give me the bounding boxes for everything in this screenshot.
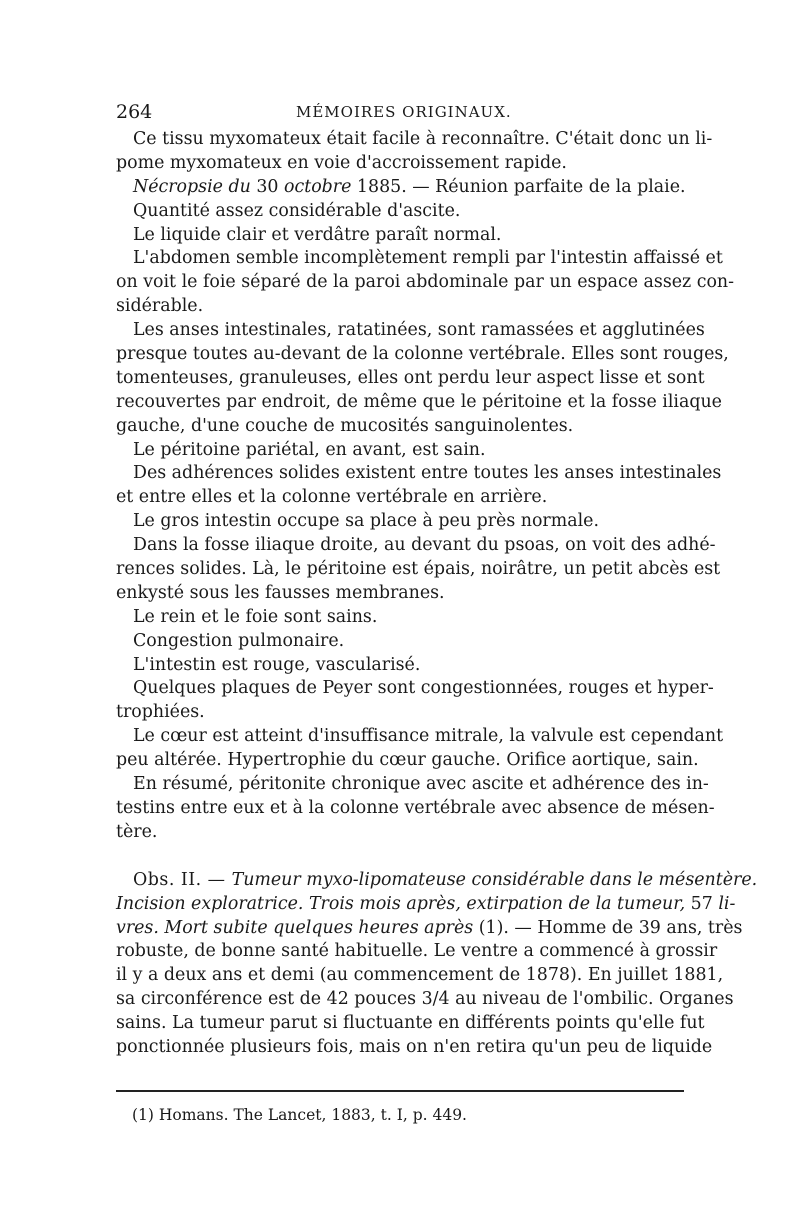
footnote-divider [116, 1090, 684, 1092]
obs-line: sa circonférence est de 42 pouces 3/4 au niveau de l'ombilic. Organes [116, 989, 734, 1010]
necropsy-day: 30 [250, 176, 284, 197]
text-line: Congestion pulmonaire. [133, 630, 345, 651]
text-line: et entre elles et la colonne vertébrale en arrière. [116, 487, 548, 508]
text-line: sidérable. [116, 296, 204, 317]
text-line: pome myxomateux en voie d'accroissement rapide. [116, 152, 567, 173]
text-line: Le gros intestin occupe sa place à peu près normale. [133, 511, 599, 532]
page-number: 264 [116, 101, 153, 123]
text-line: tomenteuses, granuleuses, elles ont perdu leur aspect lisse et sont [116, 367, 705, 388]
text-line: gauche, d'une couche de mucosités sanguinolentes. [116, 415, 574, 436]
obs-intro: (1). — Homme de 39 ans, très [473, 917, 743, 938]
obs-line [116, 869, 758, 893]
necropsy-month: octobre [284, 176, 352, 197]
text-line: testins entre eux et à la colonne vertébrale avec absence de mésen- [116, 797, 715, 818]
obs-title-cont: Incision exploratrice. Trois mois après, extirpation de la tumeur, [116, 893, 686, 914]
text-line: L'intestin est rouge, vascularisé. [133, 654, 421, 675]
text-line: enkysté sous les fausses membranes. [116, 582, 445, 603]
obs-title: Tumeur myxo-lipomateuse considérable dans le mésentère. [231, 869, 758, 890]
text-line: Des adhérences solides existent entre toutes les anses intestinales [133, 463, 722, 484]
body-text [116, 128, 758, 1060]
text-line: presque toutes au-devant de la colonne vertébrale. Elles sont rouges, [116, 344, 729, 365]
obs-title-hyphen: li- [718, 893, 736, 914]
text-line: on voit le foie séparé de la paroi abdominale par un espace assez con- [116, 272, 735, 293]
text-line [116, 176, 690, 200]
text-line: peu altérée. Hypertrophie du cœur gauche. Orifice aortique, sain. [116, 750, 699, 771]
text-line: Le péritoine pariétal, en avant, est sain. [133, 439, 486, 460]
obs-weight: 57 [685, 893, 719, 914]
necropsy-rest: 1885. — Réunion parfaite de la plaie. [351, 176, 686, 197]
text-line: L'abdomen semble incomplètement rempli par l'intestin affaissé et [133, 248, 723, 269]
obs-line [116, 917, 743, 941]
obs-line: il y a deux ans et demi (au commencement de 1878). En juillet 1881, [116, 965, 724, 986]
obs-line: robuste, de bonne santé habituelle. Le ventre a commencé à grossir [116, 941, 718, 962]
text-line: Quelques plaques de Peyer sont congestionnées, rouges et hyper- [133, 678, 714, 699]
obs-line: ponctionnée plusieurs fois, mais on n'en retira qu'un peu de liquide [116, 1036, 713, 1057]
text-line: Ce tissu myxomateux était facile à reconnaître. C'était donc un li- [133, 129, 713, 149]
necropsy-label: Nécropsie du [133, 176, 251, 197]
text-line: recouvertes par endroit, de même que le péritoine et la fosse iliaque [116, 391, 722, 412]
text-line: Le liquide clair et verdâtre paraît normal. [133, 224, 502, 245]
running-head: MÉMOIRES ORIGINAUX. [296, 103, 512, 121]
text-line: Dans la fosse iliaque droite, au devant du psoas, on voit des adhé- [133, 535, 716, 556]
footnote: (1) Homans. The Lancet, 1883, t. I, p. 449. [132, 1106, 467, 1124]
obs-line [116, 893, 736, 917]
text-line: rences solides. Là, le péritoine est épais, noirâtre, un petit abcès est [116, 559, 721, 580]
text-line: Les anses intestinales, ratatinées, sont ramassées et agglutinées [133, 320, 705, 341]
obs-label: Obs. II. — [133, 869, 232, 890]
text-line: trophiées. [116, 702, 205, 723]
page-header [116, 101, 696, 125]
section-gap [116, 845, 690, 869]
text-line: tère. [116, 821, 158, 842]
text-line: Le rein et le foie sont sains. [133, 606, 378, 627]
text-line: Le cœur est atteint d'insuffisance mitrale, la valvule est cependant [133, 726, 724, 747]
obs-title-end: vres. Mort subite quelques heures après [116, 917, 474, 938]
text-line: Quantité assez considérable d'ascite. [133, 200, 461, 221]
obs-line: sains. La tumeur parut si fluctuante en différents points qu'elle fut [116, 1013, 705, 1034]
text-line: En résumé, péritonite chronique avec ascite et adhérence des in- [133, 774, 709, 795]
